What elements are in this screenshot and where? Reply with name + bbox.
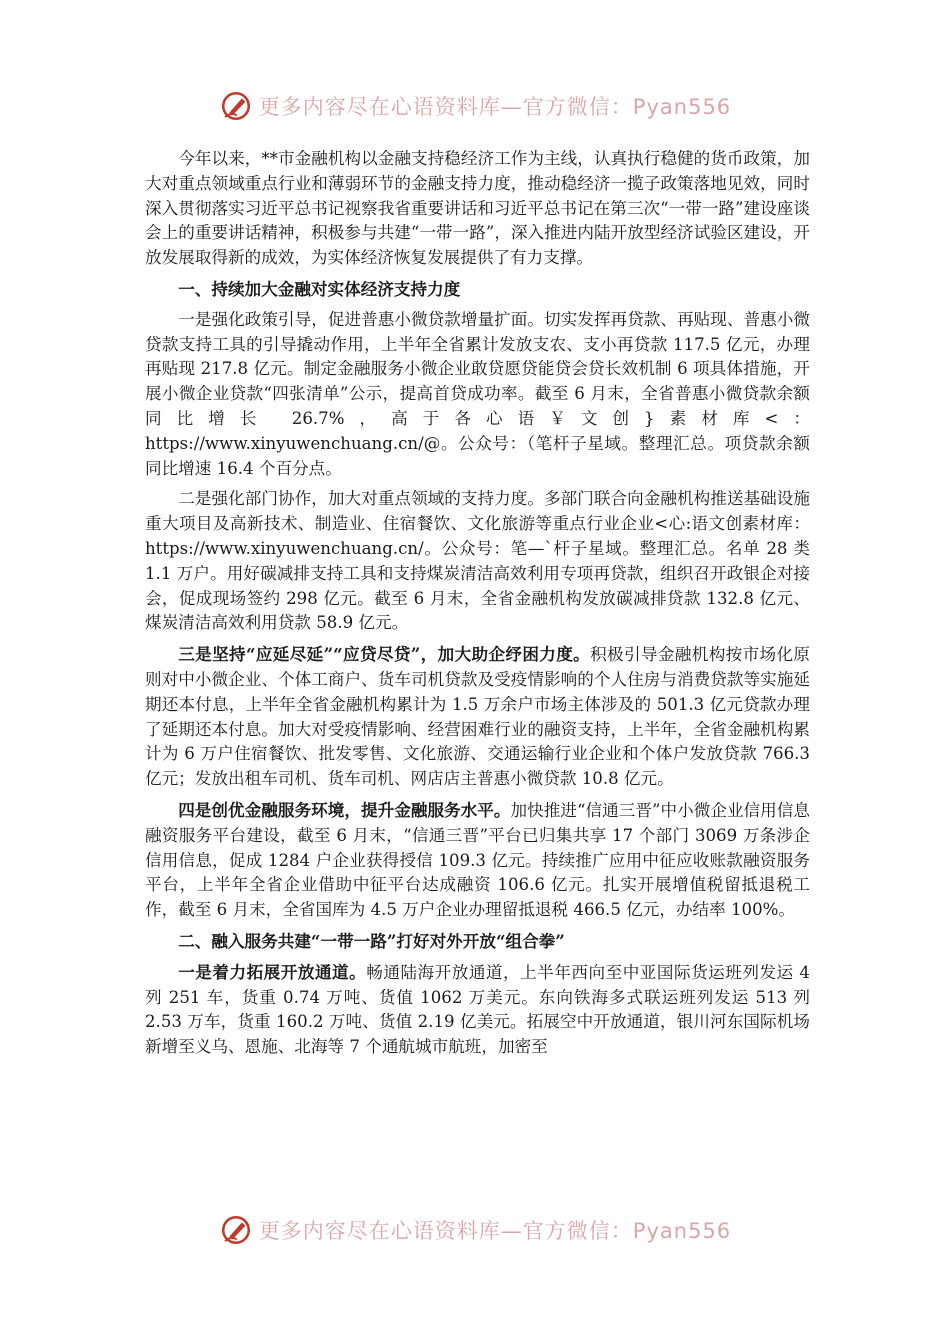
paragraph-text: 畅通陆海开放通道，上半年西向至中亚国际货运班列发运 4 列 251 车，货重 0.74 万吨、货值 1062 万美元。东向铁海多式联运班列发运 513 列 2.53 万车，货重 160.2 万吨、货值 2.19 亿美元。拓展空中开放通道，银川河东国际机场新增至义乌、恩施、北海等 7 个通航城市航班，加密至 [145, 962, 810, 1057]
header-watermark-banner [0, 86, 950, 126]
paragraph-text: 二是强化部门协作，加大对重点领域的支持力度。多部门联合向金融机构推送基础设施重大项目及高新技术、制造业、住宿餐饮、文化旅游等重点行业企业<心:语文创素材库：https://www.xinyuwenchuang.cn/。公众号：笔—`杆子星域。整理汇总。名单 28 类 1.1 万户。用好碳减排支持工具和支持煤炭清洁高效利用专项再贷款，组织召开政银企对接会，促成现场签约 298 亿元。截至 6 月末，全省金融机构发放碳减排贷款 132.8 亿元、煤炭清洁高效利用贷款 58.9 亿元。 [145, 489, 810, 633]
paragraph-text: 积极引导金融机构按市场化原则对中小微企业、个体工商户、货车司机贷款及受疫情影响的个人住房与消费贷款等实施延期还本付息，上半年全省金融机构累计为 1.5 万余户市场主体涉及的 501.3 亿元贷款办理了延期还本付息。加大对受疫情影响、经营困难行业的融资支持，上半年，全省金融机构累计为 6 万户住宿餐饮、批发零售、文化旅游、交通运输行业企业和个体户发放贷款 766.3 亿元；发放出租车司机、货车司机、网店店主普惠小微贷款 10.8 亿元。 [145, 645, 810, 789]
paragraph-lead: 一是着力拓展开放通道。 [178, 961, 367, 982]
paragraph-text: 今年以来，**市金融机构以金融支持稳经济工作为主线，认真执行稳健的货币政策，加大对重点领域重点行业和薄弱环节的金融支持力度，推动稳经济一揽子政策落地见效，同时深入贯彻落实习近平总书记视察我省重要讲话和习近平总书记在第三次“一带一路”建设座谈会上的重要讲话精神，积极参与共建“一带一路”，深入推进内陆开放型经济试验区建设，开放发展取得新的成效，为实体经济恢复发展提供了有力支撑。 [145, 149, 810, 268]
paragraph-policy-guidance [145, 308, 810, 482]
paragraph-lead: 四是创优金融服务环境，提升金融服务水平。 [178, 799, 511, 820]
paragraph-service-environment [145, 798, 810, 923]
paragraph-text: 一是强化政策引导，促进普惠小微贷款增量扩面。切实发挥再贷款、再贴现、普惠小微贷款支持工具的引导撬动作用，上半年全省累计发放支农、支小再贷款 117.5 亿元，办理再贴现 217.8 亿元。制定金融服务小微企业敢贷愿贷能贷会贷长效机制 6 项具体措施，开展小微企业贷款“四张清单”公示，提高首贷成功率。截至 6 月末，全省普惠小微贷款余额同比增长 26.7%，高于各心语￥文创}素材库<：https://www.xinyuwenchuang.cn/@。公众号：（笔杆子星域。整理汇总。项贷款余额同比增速 16.4 个百分点。 [145, 309, 810, 478]
paragraph-department-cooperation [145, 487, 810, 636]
banner-text: 更多内容尽在心语资料库—官方微信：Pyan556 [258, 95, 732, 119]
writing-hand-logo-icon [219, 1213, 253, 1247]
writing-hand-logo-icon [219, 89, 253, 123]
footer-watermark-banner [0, 1210, 950, 1250]
paragraph-open-channels [145, 960, 810, 1060]
intro-paragraph [145, 147, 810, 271]
section-heading-2: 二、融入服务共建“一带一路”打好对外开放“组合拳” [178, 930, 565, 951]
section-heading-1: 一、持续加大金融对实体经济支持力度 [178, 278, 461, 299]
paragraph-text: 加快推进“信通三晋”中小微企业信用信息融资服务平台建设，截至 6 月末，“信通三晋”平台已归集共享 17 个部门 3069 万条涉企信用信息，促成 1284 户企业获得授信 109.3 亿元。持续推广应用中征应收账款融资服务平台，上半年全省企业借助中征平台达成融资 106.6 亿元。扎实开展增值税留抵退税工作，截至 6 月末，全省国库为 4.5 万户企业办理留抵退税 466.5 亿元，办结率 100%。 [145, 800, 811, 920]
document-body [145, 147, 810, 1060]
paragraph-extension-relief [145, 642, 810, 792]
paragraph-lead: 三是坚持“应延尽延”“应贷尽贷”，加大助企纾困力度。 [178, 644, 591, 665]
banner-text: 更多内容尽在心语资料库—官方微信：Pyan556 [258, 1219, 732, 1243]
